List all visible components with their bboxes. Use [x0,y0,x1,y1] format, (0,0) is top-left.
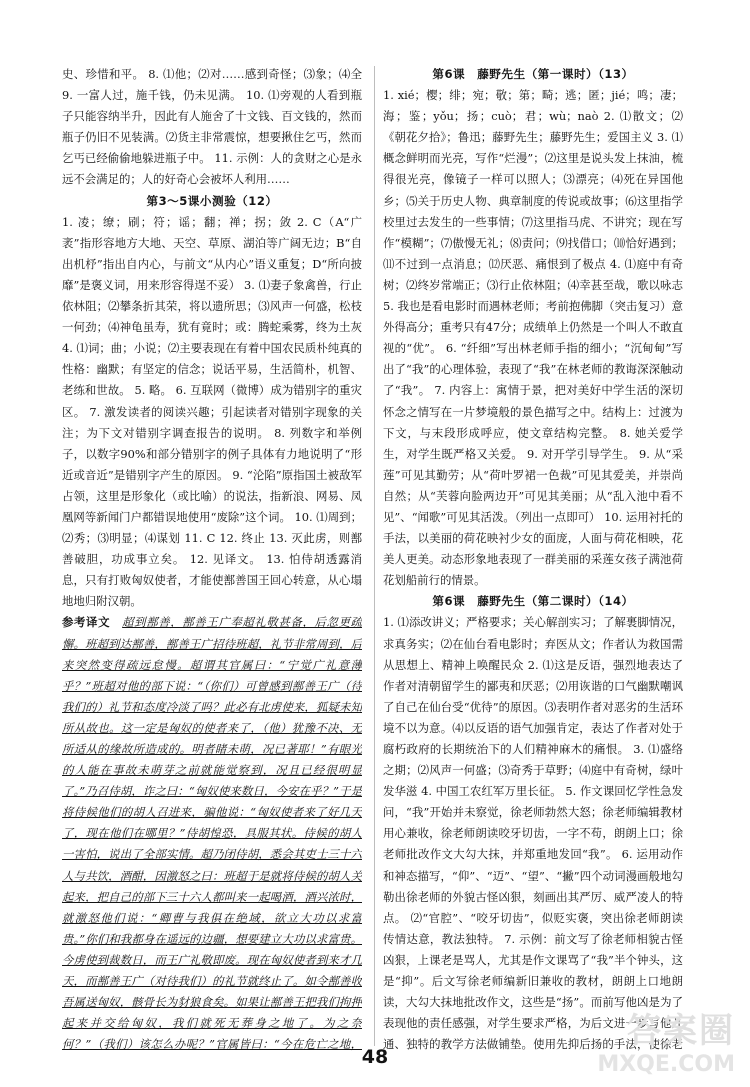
section-title: 第3～5课小测验（12） [146,193,278,208]
left-column [62,64,362,1054]
watermark-url: MXQE.COM [597,1052,735,1077]
answer-paragraph: 1. ⑴添改讲义；严格要求；关心解剖实习；了解裹脚情况，求真务实；⑵在仙台看电影时；弃医从文；作者认为救国需从思想上、精神上唤醒民众 2. ⑴这是反语，强烈地表达了作者对清朝留学生的鄙夷和厌恶；⑵用诙谐的口气幽默嘲讽了自己在仙台受“优待”的原因。⑶表明作者对恶劣的生活环境不以为意。⑷以反语的语气加强肯定，表达了作者对处于腐朽政府的长期统治下的人们精神麻木的痛恨。 3. ⑴盛络之期；⑵风声一何盛；⑶奇秀于草野；⑷庭中有奇树，绿叶发华滋 4. 中国工农红军万里长征。 5. 作文课回忆学性急发问，“我”开始并未察觉，徐老师勃然大怒；徐老师编辑教材用心兼收，徐老师朗读咬牙切齿，一字不苟，朗朗上口；徐老师批改作文大勾大抹，并郑重地发回“我”。 6. 运用动作和神态描写，“仰”、“迈”、“望”、“撇”四个动词漫画般地勾勒出徐老师的外貌古怪凶狠，刻画出其严厉、威严凌人的特点。 ⑵“官腔”、“咬牙切齿”，似贬实褒，突出徐老师朗读传情达意，教法独特。 7. 示例：前文写了徐老师相貌古怪凶狠，上课老是骂人，尤其是作文课骂了“我”半个钟头，这是“抑”。后文写徐老师编新旧兼收的教材，朗朗上口地朗读，大勾大抹地批改作文，这些是“扬”。而前写他凶是为了表现他的责任感强，对学生要求严格，为后文进一步写他开通、独特的教学方法做铺垫。使用先抑后扬的手法，使徐老 [383,615,683,1052]
reference-translation [62,612,362,1054]
section-title: 第6课 藤野先生（第二课时）（14） [432,594,634,609]
right-column [383,64,683,1054]
answer-paragraph: 史、珍惜和平。 8. ⑴他；⑵对……感到奇怪；⑶象；⑷全 9. 一富人过，施千钱，仍未见满。 10. ⑴旁观的人看到瓶子只能容纳半升，因此有人施舍了十文钱、百文钱的，然而瓶子仍旧不见装满。⑵货主非常震惊，想要揪住乞丐，然而乞丐已经偷偷地躲进瓶子中。 11. 示例：人的贪财之心是永远不会满足的；人的好奇心会被坏人利用…… [62,67,362,187]
page-number: 48 [361,1046,389,1068]
watermark-title: 答案圈 [627,1011,735,1051]
reference-text: 超到鄯善，鄯善王广奉超礼敬甚备，后忽更疏懈。班超到达鄯善，鄯善王广招待班超，礼节非常周到，后来突然变得疏远怠慢。超谓其官属曰：“宁觉广礼意薄乎？”班超对他的部下说：“（你们）可曾感到鄯善王广（待我们的）礼节和态度冷淡了吗？此必有北虏使来，狐疑未知所从故也。这一定是匈奴的使者来了，（他）犹豫不决、无所适从的缘故所造成的。明者睹未萌，况已著耶！”有眼光的人能在事故未萌芽之前就能觉察到，况且已经很明显了。”乃召侍胡，诈之曰：“匈奴使来数日，今安在乎？”于是将侍候他们的胡人召进来，骗他说：“匈奴使者来了好几天了，现在他们在哪里？”侍胡惶恐，具服其状。侍候的胡人一害怕，说出了全部实情。超乃闭侍胡，悉会其吏士三十六人与共饮，酒酣，因激怒之曰：班超于是就将侍候的胡人关起来，把自己的部下三十六人都叫来一起喝酒，酒兴浓时，就激怒他们说：“卿曹与我俱在绝域，欲立大功以求富贵。”你们和我都身在遥远的边疆，想要建立大功以求富贵。今虏使到裁数日，而王广礼敬即废。现在匈奴使者到来才几天，而鄯善王广（对待我们）的礼节就终止了。如令鄯善收吾属送匈奴，骸骨长为豺狼食矣。如果让鄯善王把我们拘押起来并交给匈奴，我们就死无葬身之地了。为之奈何？”（我们）该怎么办呢？”官属皆曰：“今在危亡之地， [62,615,362,1052]
reference-label: 参考译文 [62,615,111,630]
answer-paragraph: 1. 凌；缭；刷；符；谣；翻；禅；拐；敛 2. C（A“广袤”指形容地方大地、天空、草原、湖泊等广阔无边；B“自出机杼”指出自内心，与前文“从内心”语义重复；D“所向披靡”是褒义词，用来形容得逞不妥） 3. ⑴妻子象禽兽，行止依林阻；⑵攀条折其荣，将以遗所思；⑶风声一何盛，松枝一何劲；⑷神龟虽寿，犹有竟时；或：腾蛇乘雾，终为土灰 4. ⑴词；曲；小说；⑵主要表现在有着中国农民质朴纯真的性格：幽默；有坚定的信念；说话平易，生活简朴，机智、老练和世故。 5. 略。 6. 互联网（微博）成为错别字的重灾区。 7. 激发读者的阅读兴趣；引起读者对错别字现象的关注；为下文对错别字调查报告的说明。 8. 列数字和举例子，以数字90%和部分错别字的例子具体有力地说明了“形近或音近”是错别字产生的原因。 9. “沦陷”原指国土被敌军占领，这里是形象化（或比喻）的说法，指新浪、网易、凤凰网等新闻门户都错误地使用“废除”这个词。 10. ⑴周到；⑵秀；⑶明显；⑷谋划 11. C 12. 终止 13. 灭此虏，则鄯善破胆，功成事立矣。 12. 见译文。 13. 怕侍胡透露消息，只有打败匈奴使者，才能使鄯善国王回心转意，从心塌地地归附汉朝。 [62,214,362,609]
answer-paragraph: 1. xié；樱；绯；宛；敬；第；畸；逃；匿；jié；鸣；凄；海；鉴；yǒu；扬；cuò；君；wù；naò 2. ⑴散文；⑵《朝花夕拾》；鲁迅；藤野先生；藤野先生；爱国主义 3. ⑴概念鲜明而光亮，写作“烂漫”；⑵这里是说头发上抹油，梳得很光亮，像镜子一样可以照人；⑶漂亮；⑷死在异国他乡；⑸关于历史人物、典章制度的传说或故事；⑹这里指学校里过去发生的一些事情；⑺这里指马虎、不讲究；现在写作“模糊”；⑺傲慢无礼；⑻责问；⑼找借口；⑽恰好遇到；⑾不过到一点消息；⑿厌恶、痛恨到了极点 4. ⑴庭中有奇树；⑵终岁常端正；⑶行止依林阻；⑷幸甚至哉，歌以咏志 5. 我也是看电影时而遇林老师；考前抱佛脚（突击复习）意外得高分；重考只有47分；成绩单上仍然是一个叫人不敢直视的“优”。 6. “纤细”写出林老师手指的细小；“沉甸甸”写出了“我”的心理体验，表现了“我”在林老师的教诲深深触动了“我”。 7. 内容上：寓情于景，把对美好中学生活的深切怀念之情写在一片梦境般的景色描写之中。结构上：过渡为下文，与末段形成呼应，使文章结构完整。 8. 她关爱学生，对学生既严格又关爱。 9. 对开学引导学生。 9. 从“采莲”可见其勤劳；从“荷叶罗裙一色裁”可见其爱美，并崇尚自然；从“芙蓉向脸两边开”可见其美丽；从“乱入池中看不见”、“闻歌”可见其活泼。（列出一点即可） 10. 运用衬托的手法，以美丽的荷花映衬少女的面庞，人面与荷花相映，花美人更美。动态形象地表现了一群美丽的采莲女孩子满池荷花划船前行的情景。 [383,88,683,588]
section-title: 第6课 藤野先生（第一课时）（13） [432,67,634,81]
column-divider [374,66,375,1046]
site-watermark [530,1012,735,1082]
